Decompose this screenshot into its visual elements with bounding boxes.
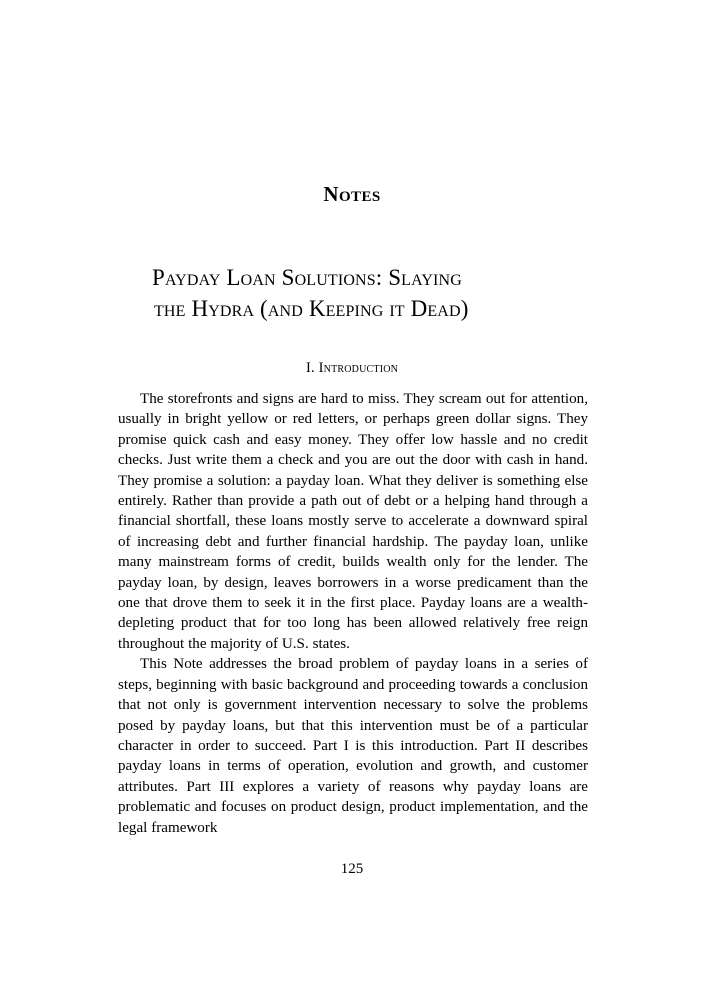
body-paragraph-2: This Note addresses the broad problem of payday loans in a series of steps, beginning with basic background and proceeding towards a conclusion that not only is government intervention necessary to solve the problems posed by payday loans, but that this intervention must be of a particular character in order to succeed. Part I is this introduction. Part II describes payday loans in terms of operation, evolution and growth, and customer attributes. Part III explores a variety of reasons why payday loans are problematic and focuses on product design, product implementation, and the legal framework — [118, 656, 588, 836]
body-paragraph-1: The storefronts and signs are hard to miss. They scream out for attention, usually in bright yellow or red letters, or perhaps green dollar signs. They promise quick cash and easy money. They offer low hassle and no credit checks. Just write them a check and you are out the door with cash in hand. They promise a solution: a payday loan. What they deliver is something else entirely. Rather than provide a path out of debt or a helping hand through a financial shortfall, these loans mostly serve to accelerate a downward spiral of increasing debt and further financial hardship. The payday loan, unlike many mainstream forms of credit, builds wealth only for the lender. The payday loan, by design, leaves borrowers in a worse predicament than the one that drove them to seek it in the first place. Payday loans are a wealth-depleting product that for too long has been allowed relatively free reign throughout the majority of U.S. states. — [118, 391, 588, 652]
article-title — [152, 262, 552, 324]
section-heading-introduction: I. Introduction — [305, 360, 399, 376]
page-number: 125 — [340, 861, 364, 877]
body-text-column — [118, 389, 588, 838]
article-title-line-1: Payday Loan Solutions: Slaying — [152, 265, 462, 290]
article-title-line-2: the Hydra (and Keeping it Dead) — [154, 296, 469, 321]
running-head-notes: Notes — [323, 182, 381, 206]
